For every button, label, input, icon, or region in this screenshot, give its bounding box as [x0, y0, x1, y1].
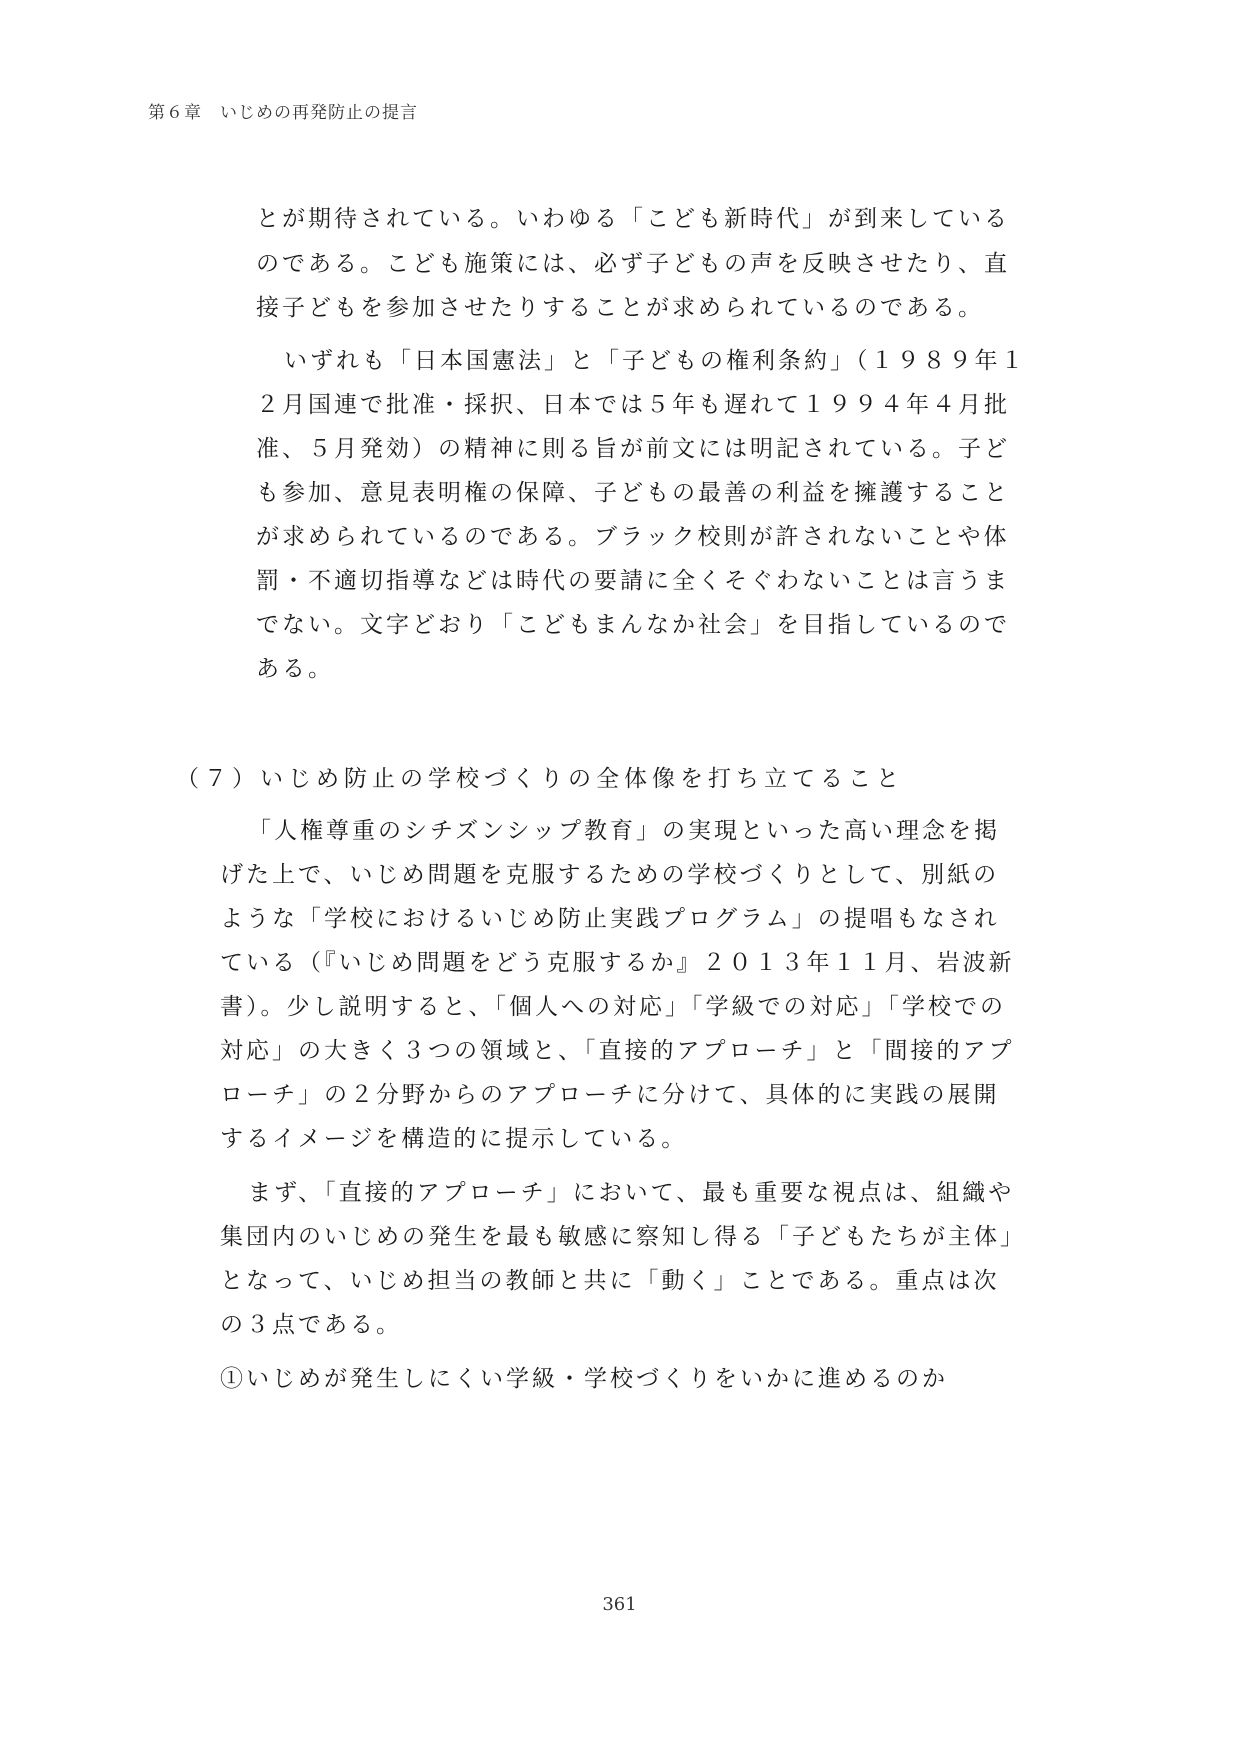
body-line: となって、いじめ担当の教師と共に「動く」ことである。重点は次: [220, 1268, 1000, 1294]
body-line: も参加、意見表明権の保障、子どもの最善の利益を擁護すること: [256, 480, 1010, 506]
body-line: 「人権尊重のシチズンシップ教育」の実現といった高い理念を掲: [248, 818, 1001, 844]
body-line: ローチ」の２分野からのアプローチに分けて、具体的に実践の展開: [220, 1082, 1000, 1108]
section-heading: （７）いじめ防止の学校づくりの全体像を打ち立てること: [176, 766, 904, 792]
body-line: のである。こども施策には、必ず子どもの声を反映させたり、直: [256, 251, 1010, 277]
body-line: 書）。少し説明すると、「個人への対応」「学級での対応」「学校での: [220, 994, 1006, 1020]
body-line: でない。文字どおり「こどもまんなか社会」を目指しているので: [256, 612, 1010, 638]
body-line: 集団内のいじめの発生を最も敏感に察知し得る「子どもたちが主体」: [220, 1224, 1026, 1250]
body-line: 罰・不適切指導などは時代の要請に全くそぐわないことは言うま: [256, 568, 1010, 594]
body-line: ２月国連で批准・採択、日本では５年も遅れて１９９４年４月批: [256, 392, 1010, 418]
body-line: 対応」の大きく３つの領域と、「直接的アプローチ」と「間接的アプ: [220, 1038, 1015, 1064]
body-line: とが期待されている。いわゆる「こども新時代」が到来している: [256, 206, 1010, 232]
chapter-header: 第６章 いじめの再発防止の提言: [148, 103, 418, 123]
body-line: が求められているのである。ブラック校則が許されないことや体: [256, 524, 1010, 550]
body-line: 准、５月発効）の精神に則る旨が前文には明記されている。子ど: [256, 436, 1010, 462]
body-line: ある。: [256, 656, 334, 682]
body-line: ような「学校におけるいじめ防止実践プログラム」の提唱もなされ: [220, 906, 1000, 932]
body-line: いずれも「日本国憲法」と「子どもの権利条約」（１９８９年１: [284, 348, 1027, 374]
body-line: ている（『いじめ問題をどう克服するか』２０１３年１１月、岩波新: [220, 950, 1015, 976]
body-line: げた上で、いじめ問題を克服するための学校づくりとして、別紙の: [220, 862, 1000, 888]
body-line: するイメージを構造的に提示している。: [220, 1126, 688, 1152]
numbered-item: ①いじめが発生しにくい学級・学校づくりをいかに進めるのか: [220, 1366, 948, 1392]
body-line: まず、「直接的アプローチ」において、最も重要な視点は、組織や: [248, 1180, 1015, 1206]
page-number: 361: [602, 1594, 637, 1615]
body-line: 接子どもを参加させたりすることが求められているのである。: [256, 295, 984, 321]
body-line: の３点である。: [220, 1312, 402, 1338]
